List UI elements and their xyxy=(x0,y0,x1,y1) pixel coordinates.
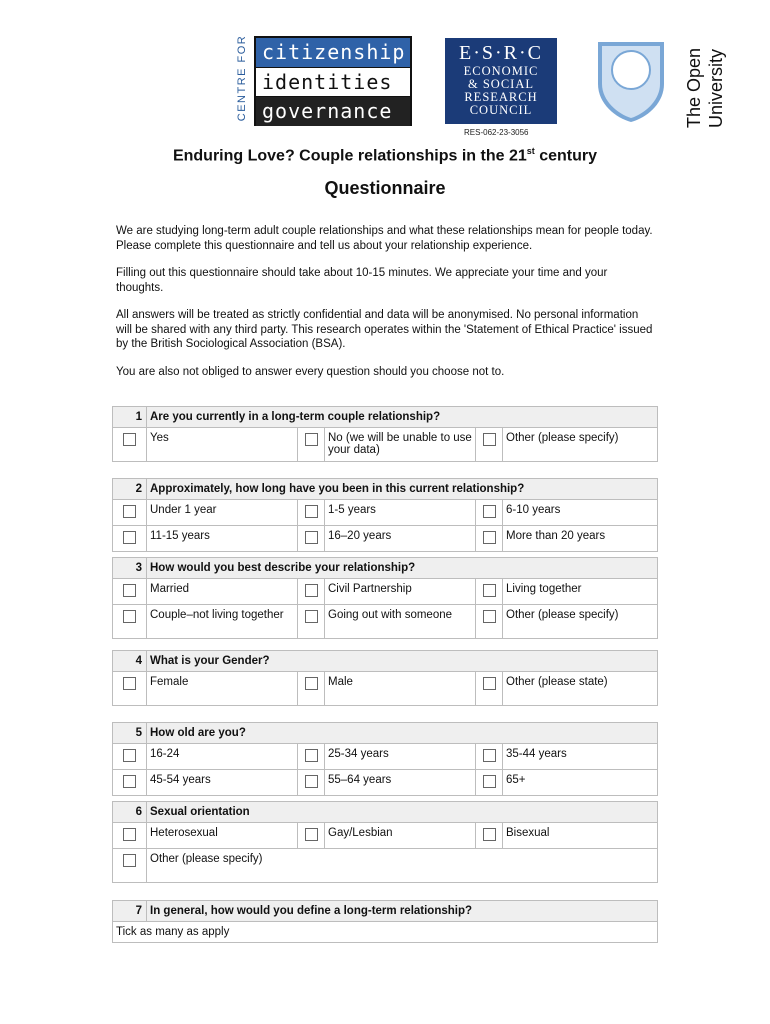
checkbox[interactable] xyxy=(305,584,318,597)
question-text: Are you currently in a long-term couple relationship? xyxy=(147,407,658,428)
page-title xyxy=(0,146,770,165)
question-1 xyxy=(112,406,658,462)
checkbox[interactable] xyxy=(483,610,496,623)
checkbox[interactable] xyxy=(305,749,318,762)
option-label: Gay/Lesbian xyxy=(325,823,476,849)
option-label: More than 20 years xyxy=(503,526,658,552)
question-note: Tick as many as apply xyxy=(113,922,658,943)
checkbox-cell[interactable] xyxy=(298,672,325,706)
esrc-line: ECONOMIC xyxy=(463,64,539,78)
checkbox[interactable] xyxy=(483,584,496,597)
cig-box xyxy=(254,36,412,126)
question-number: 6 xyxy=(113,802,147,823)
question-text: What is your Gender? xyxy=(147,651,658,672)
page-subtitle: Questionnaire xyxy=(324,178,446,198)
checkbox-cell[interactable] xyxy=(113,849,147,883)
checkbox[interactable] xyxy=(305,828,318,841)
checkbox-cell[interactable] xyxy=(476,500,503,526)
option-label: Couple–not living together xyxy=(147,605,298,639)
question-number: 1 xyxy=(113,407,147,428)
checkbox[interactable] xyxy=(123,775,136,788)
checkbox[interactable] xyxy=(483,531,496,544)
question-number: 2 xyxy=(113,479,147,500)
checkbox-cell[interactable] xyxy=(113,428,147,462)
question-3 xyxy=(112,557,658,639)
checkbox[interactable] xyxy=(483,433,496,446)
checkbox-cell[interactable] xyxy=(476,579,503,605)
checkbox-cell[interactable] xyxy=(476,770,503,796)
esrc-line: COUNCIL xyxy=(469,103,533,117)
option-label: 6-10 years xyxy=(503,500,658,526)
intro-paragraph: Filling out this questionnaire should take about 10-15 minutes. We appreciate your time and your thoughts. xyxy=(116,267,608,294)
cig-logo xyxy=(232,36,412,128)
option-label: Living together xyxy=(503,579,658,605)
option-label: Other (please specify) xyxy=(147,849,658,883)
option-label: 45-54 years xyxy=(147,770,298,796)
option-label: 25-34 years xyxy=(325,744,476,770)
checkbox-cell[interactable] xyxy=(113,672,147,706)
checkbox[interactable] xyxy=(483,677,496,690)
option-label: 16–20 years xyxy=(325,526,476,552)
checkbox-cell[interactable] xyxy=(476,605,503,639)
question-text: Approximately, how long have you been in this current relationship? xyxy=(147,479,658,500)
question-number: 3 xyxy=(113,558,147,579)
reference-number: RES-062-23-3056 xyxy=(464,128,529,137)
cig-line-citizenship: citizenship xyxy=(256,38,410,67)
intro-paragraph: We are studying long-term adult couple relationships and what these relationships mean for people today. Please complete this questionnaire and tell us about your relationship experience. xyxy=(116,225,653,252)
question-text: In general, how would you define a long-term relationship? xyxy=(147,901,658,922)
checkbox-cell[interactable] xyxy=(298,428,325,462)
checkbox-cell[interactable] xyxy=(113,526,147,552)
checkbox[interactable] xyxy=(123,749,136,762)
option-label: 16-24 xyxy=(147,744,298,770)
option-label: No (we will be unable to use your data) xyxy=(325,428,476,462)
checkbox[interactable] xyxy=(483,828,496,841)
checkbox-cell[interactable] xyxy=(298,770,325,796)
question-number: 5 xyxy=(113,723,147,744)
option-label: Going out with someone xyxy=(325,605,476,639)
esrc-acronym: E·S·R·C xyxy=(459,42,543,64)
option-label: Male xyxy=(325,672,476,706)
intro-paragraph: You are also not obliged to answer every question should you choose not to. xyxy=(116,365,505,378)
option-label: 11-15 years xyxy=(147,526,298,552)
question-text: How old are you? xyxy=(147,723,658,744)
checkbox-cell[interactable] xyxy=(298,579,325,605)
cig-line-governance: governance xyxy=(256,97,410,126)
question-text: Sexual orientation xyxy=(147,802,658,823)
option-label: 55–64 years xyxy=(325,770,476,796)
checkbox[interactable] xyxy=(483,749,496,762)
question-6 xyxy=(112,801,658,883)
open-university-wordmark xyxy=(682,36,730,128)
checkbox[interactable] xyxy=(305,531,318,544)
option-label: Other (please specify) xyxy=(503,605,658,639)
question-4 xyxy=(112,650,658,706)
option-label: Married xyxy=(147,579,298,605)
ou-line: University xyxy=(706,48,726,128)
title-superscript: st xyxy=(526,146,535,156)
checkbox[interactable] xyxy=(123,854,136,867)
esrc-logo xyxy=(445,38,557,124)
checkbox[interactable] xyxy=(123,610,136,623)
checkbox[interactable] xyxy=(483,505,496,518)
option-label: Other (please specify) xyxy=(503,428,658,462)
question-7 xyxy=(112,900,658,943)
checkbox[interactable] xyxy=(123,584,136,597)
checkbox[interactable] xyxy=(123,505,136,518)
intro-paragraph: All answers will be treated as strictly confidential and data will be anonymised. No personal information will be shared with any third party. This research operates within the 'Statement of Ethical Practice' issued by the British Sociological Association (BSA). xyxy=(116,309,653,350)
option-label: Heterosexual xyxy=(147,823,298,849)
checkbox-cell[interactable] xyxy=(113,579,147,605)
checkbox-cell[interactable] xyxy=(298,500,325,526)
checkbox-cell[interactable] xyxy=(476,823,503,849)
option-label: Under 1 year xyxy=(147,500,298,526)
checkbox-cell[interactable] xyxy=(298,823,325,849)
option-label: 35-44 years xyxy=(503,744,658,770)
checkbox[interactable] xyxy=(305,775,318,788)
option-label: Female xyxy=(147,672,298,706)
ou-line: The Open xyxy=(684,47,704,128)
question-text: How would you best describe your relationship? xyxy=(147,558,658,579)
question-2 xyxy=(112,478,658,552)
checkbox-cell[interactable] xyxy=(476,428,503,462)
option-label: Bisexual xyxy=(503,823,658,849)
question-number: 7 xyxy=(113,901,147,922)
esrc-line: RESEARCH xyxy=(464,90,538,104)
checkbox[interactable] xyxy=(123,677,136,690)
question-5 xyxy=(112,722,658,796)
checkbox[interactable] xyxy=(123,828,136,841)
checkbox[interactable] xyxy=(123,531,136,544)
option-label: Yes xyxy=(147,428,298,462)
checkbox-cell[interactable] xyxy=(476,672,503,706)
cig-side-label: CENTRE FOR xyxy=(236,34,248,122)
intro-text xyxy=(116,224,656,392)
title-main: Enduring Love? Couple relationships in the 21 xyxy=(172,147,527,165)
checkbox[interactable] xyxy=(483,775,496,788)
checkbox-cell[interactable] xyxy=(113,605,147,639)
esrc-line: & SOCIAL xyxy=(468,77,534,91)
checkbox-cell[interactable] xyxy=(476,744,503,770)
checkbox-cell[interactable] xyxy=(476,526,503,552)
checkbox-cell[interactable] xyxy=(298,744,325,770)
checkbox[interactable] xyxy=(305,610,318,623)
checkbox[interactable] xyxy=(305,677,318,690)
option-label: 65+ xyxy=(503,770,658,796)
question-number: 4 xyxy=(113,651,147,672)
checkbox-cell[interactable] xyxy=(113,770,147,796)
checkbox-cell[interactable] xyxy=(113,823,147,849)
checkbox-cell[interactable] xyxy=(298,526,325,552)
checkbox[interactable] xyxy=(305,505,318,518)
option-label: Other (please state) xyxy=(503,672,658,706)
cig-line-identities: identities xyxy=(256,67,410,98)
title-end: century xyxy=(534,147,598,165)
checkbox[interactable] xyxy=(123,433,136,446)
option-label: 1-5 years xyxy=(325,500,476,526)
checkbox-cell[interactable] xyxy=(298,605,325,639)
checkbox[interactable] xyxy=(305,433,318,446)
open-university-shield-icon xyxy=(596,40,666,124)
option-label: Civil Partnership xyxy=(325,579,476,605)
checkbox-cell[interactable] xyxy=(113,500,147,526)
checkbox-cell[interactable] xyxy=(113,744,147,770)
